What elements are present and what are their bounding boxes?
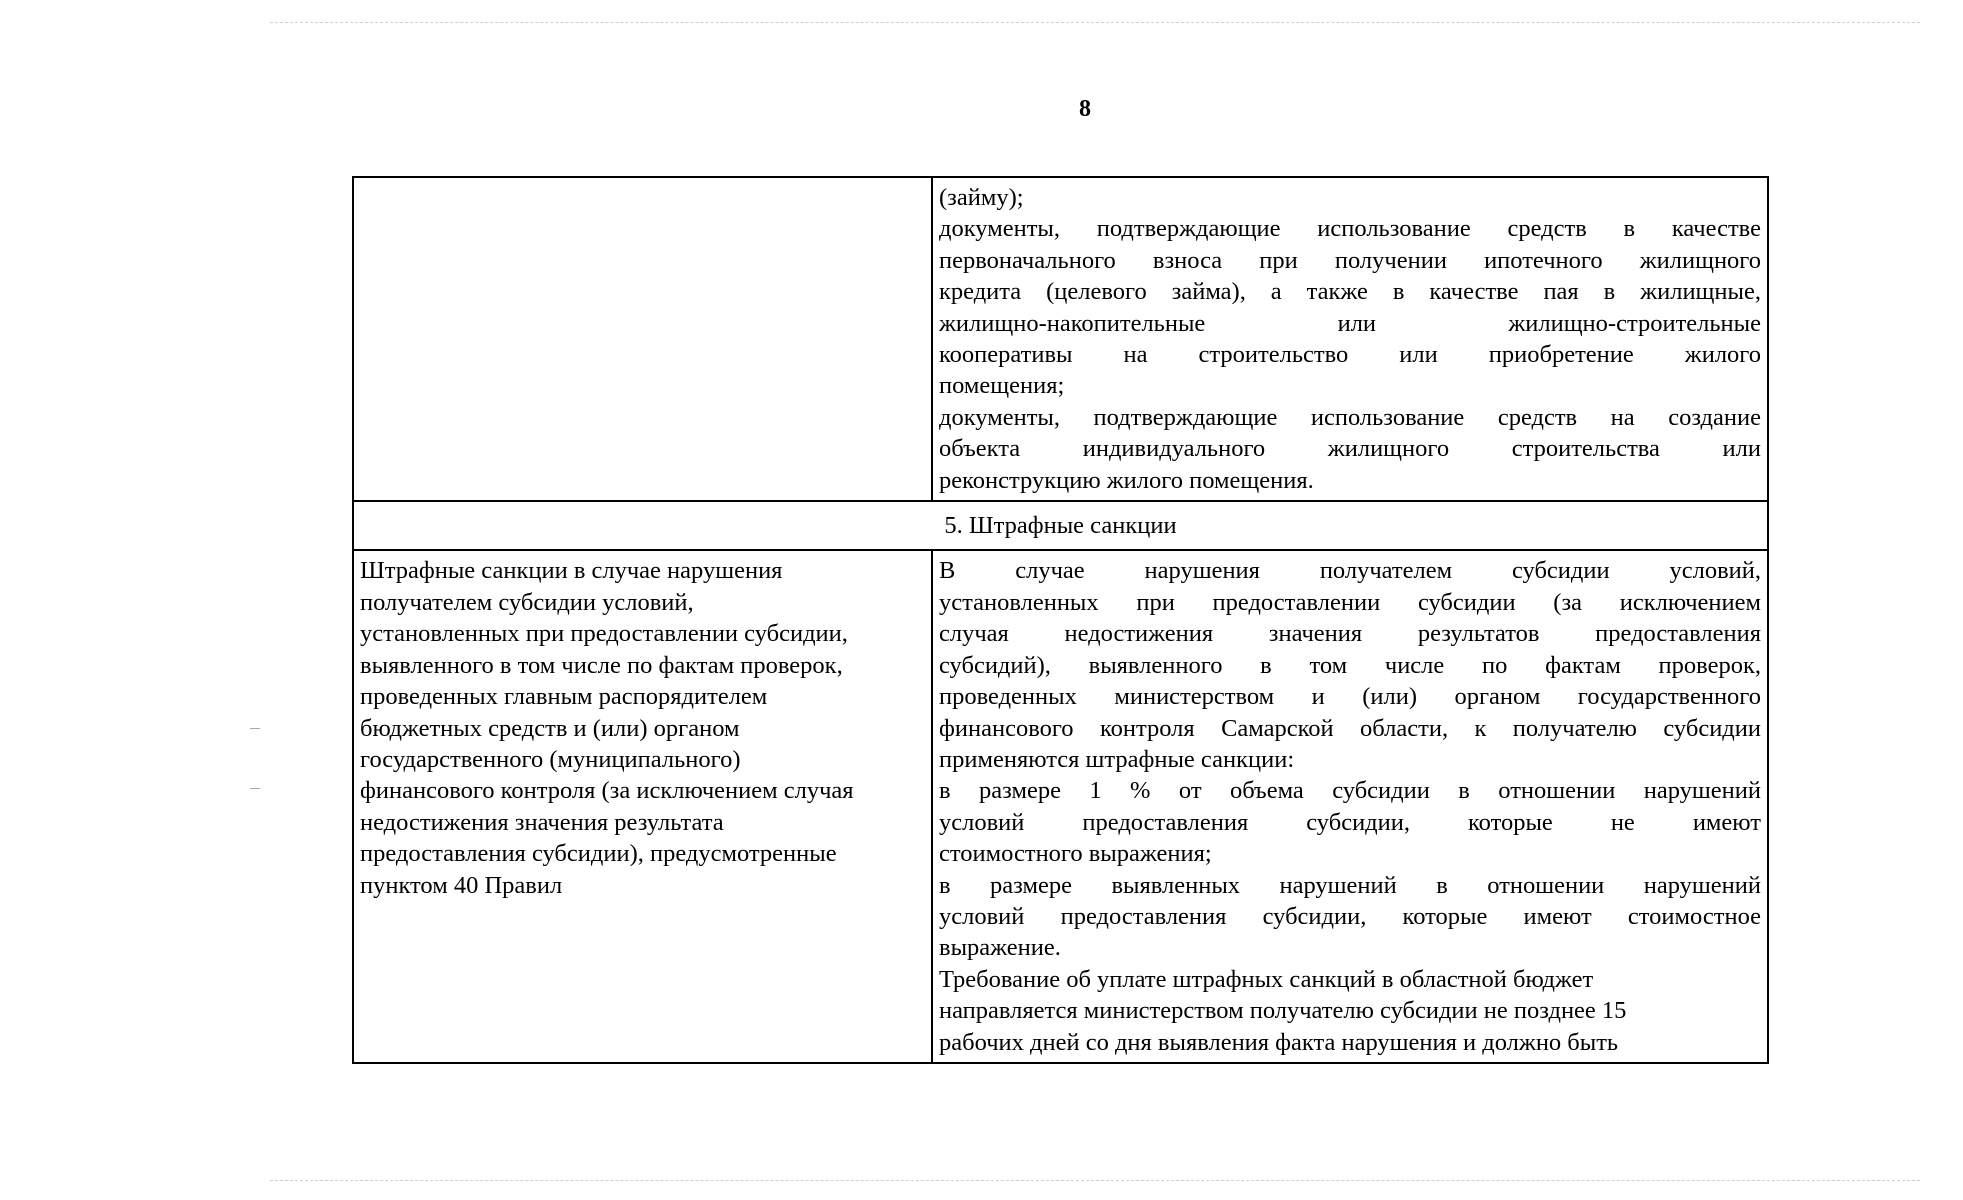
page-number: 8 [1079,96,1091,122]
text-line: стоимостного выражения; [939,840,1212,868]
text-line: условий предоставления субсидии, которые имеют стоимостное [939,902,1761,930]
text-line: условий предоставления субсидии, которые не имеют [939,808,1761,836]
scan-artifact-bottom [270,1180,1920,1181]
penalties-terms-cell [932,550,1768,1063]
text-line: Штрафные санкции в случае нарушения [360,557,783,585]
margin-mark [250,788,260,789]
text-line: рабочих дней со дня выявления факта нарушения и должно быть [939,1028,1619,1056]
text-line: в размере выявленных нарушений в отношении нарушений [939,871,1761,899]
documents-cell [932,177,1768,501]
text-line: применяются штрафные санкции: [939,745,1295,773]
penalties-description-cell [353,550,932,1063]
text-line: кредита (целевого займа), а также в качестве пая в жилищные, [939,278,1761,306]
text-line: установленных при предоставлении субсидии (за исключением [939,588,1761,616]
conditions-table [352,176,1769,1064]
text-line: помещения; [939,372,1065,400]
text-line: субсидий), выявленного в том числе по фактам проверок, [939,651,1761,679]
text-line: финансового контроля Самарской области, к получателю субсидии [939,714,1761,742]
table-row-penalties [353,550,1768,1063]
text-line: установленных при предоставлении субсидии, [360,620,848,648]
text-line: первоначального взноса при получении ипотечного жилищного [939,246,1761,274]
section-title: 5. Штрафные санкции [353,501,1768,550]
text-line: жилищно-накопительные или жилищно-строительные [939,309,1761,337]
text-line: объекта индивидуального жилищного строительства или [939,435,1761,463]
text-line: государственного (муниципального) [360,745,741,773]
table-row-documents [353,177,1768,501]
text-line: выражение. [939,934,1061,962]
text-line: пунктом 40 Правил [360,871,563,899]
empty-left-cell [353,177,932,501]
text-line: В случае нарушения получателем субсидии условий, [939,557,1761,585]
text-line: предоставления субсидии), предусмотренные [360,840,837,868]
text-line: получателем субсидии условий, [360,588,694,616]
scan-artifact-top [270,22,1920,23]
text-line: в размере 1 % от объема субсидии в отношении нарушений [939,777,1761,805]
text-line: бюджетных средств и (или) органом [360,714,740,742]
text-line: Требование об уплате штрафных санкций в областной бюджет [939,965,1594,993]
text-line: документы, подтверждающие использование средств на создание [939,403,1761,431]
margin-mark [250,728,260,729]
text-line: выявленного в том числе по фактам проверок, [360,651,843,679]
text-line: финансового контроля (за исключением случая [360,777,854,805]
text-line: проведенных министерством и (или) органом государственного [939,683,1761,711]
text-line: направляется министерством получателю субсидии не позднее 15 [939,997,1627,1025]
text-line: реконструкцию жилого помещения. [939,466,1314,494]
text-line: документы, подтверждающие использование средств в качестве [939,215,1761,243]
text-line: случая недостижения значения результатов предоставления [939,620,1761,648]
text-line: недостижения значения результата [360,808,724,836]
section-header-row [353,501,1768,550]
text-line: проведенных главным распорядителем [360,683,768,711]
text-line: (займу); [939,184,1024,211]
text-line: кооперативы на строительство или приобретение жилого [939,341,1761,369]
